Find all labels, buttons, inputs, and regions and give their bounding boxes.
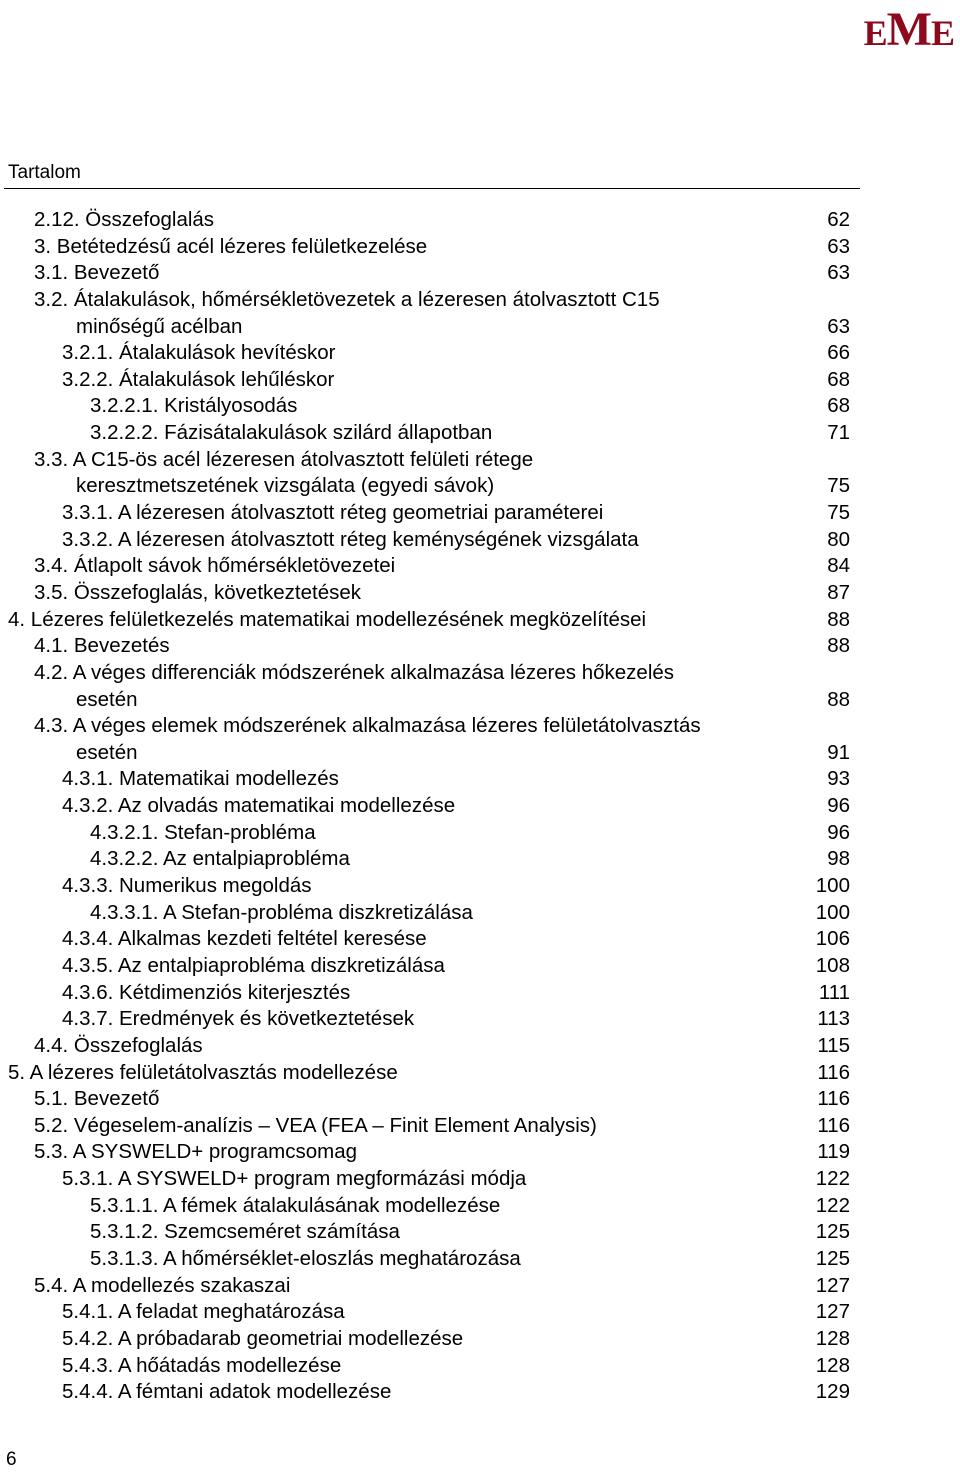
- toc-entry[interactable]: [0, 580, 960, 607]
- toc-entry[interactable]: [0, 527, 960, 554]
- toc-entry-title: 3.2.2.2. Fázisátalakulások szilárd állapotban: [90, 421, 493, 445]
- toc-entry-page: 63: [827, 261, 850, 285]
- toc-entry[interactable]: [0, 1139, 960, 1166]
- toc-entry-title: 4.3.2.2. Az entalpiaprobléma: [90, 847, 350, 871]
- toc-entry[interactable]: [0, 953, 960, 980]
- toc-entry-page: 66: [827, 341, 850, 365]
- toc-entry-title: esetén: [76, 687, 138, 711]
- toc-entry-title: 3.3. A C15-ös acél lézeresen átolvasztott felületi rétege: [34, 447, 534, 471]
- toc-entry[interactable]: [0, 553, 960, 580]
- toc-entry[interactable]: [0, 607, 960, 634]
- toc-entry-title: 5.4.2. A próbadarab geometriai modellezése: [62, 1326, 464, 1350]
- toc-entry[interactable]: [0, 207, 960, 234]
- toc-entry-title: 3.2.2.1. Kristályosodás: [90, 394, 298, 418]
- toc-entry-title: 4.3.3.1. A Stefan-probléma diszkretizálása: [90, 900, 473, 924]
- toc-entry-title: 3.1. Bevezető: [34, 261, 160, 285]
- toc-entry-title: 3.2. Átalakulások, hőmérsékletövezetek a lézeresen átolvasztott C15: [34, 287, 660, 311]
- toc-entry[interactable]: [0, 260, 960, 287]
- toc-entry-page: 62: [827, 208, 850, 231]
- toc-entry-page: 80: [827, 527, 850, 551]
- table-of-contents: [0, 207, 960, 1406]
- toc-entry-page: 75: [827, 474, 850, 498]
- toc-entry[interactable]: [0, 1113, 960, 1140]
- toc-entry[interactable]: [0, 314, 960, 341]
- publisher-logo: [863, 3, 954, 56]
- toc-entry[interactable]: [0, 1193, 960, 1220]
- toc-entry-title: minőségű acélban: [76, 314, 243, 338]
- toc-entry-title: 5.2. Végeselem-analízis – VEA (FEA – Finit Element Analysis): [34, 1113, 597, 1137]
- toc-entry-title: 5.4. A modellezés szakaszai: [34, 1273, 291, 1297]
- toc-entry-title: 5.3.1.1. A fémek átalakulásának modellezése: [90, 1193, 501, 1217]
- toc-entry-title: 4.1. Bevezetés: [34, 634, 170, 658]
- toc-entry-page: 93: [827, 767, 850, 791]
- logo-letter-e1: E: [863, 13, 887, 53]
- toc-entry-title: 4.3.4. Alkalmas kezdeti feltétel keresése: [62, 927, 427, 951]
- toc-entry-title: 4.4. Összefoglalás: [34, 1033, 203, 1057]
- toc-entry[interactable]: [0, 1326, 960, 1353]
- section-title: Tartalom: [8, 162, 81, 183]
- toc-entry-title: 3.2.1. Átalakulások hevítéskor: [62, 341, 336, 365]
- toc-entry-title: 4.3.2. Az olvadás matematikai modellezése: [62, 794, 456, 818]
- toc-entry-page: 68: [827, 367, 850, 391]
- toc-entry-title: 3. Betétedzésű acél lézeres felületkezelése: [34, 234, 428, 258]
- toc-entry-title: 5.4.4. A fémtani adatok modellezése: [62, 1380, 392, 1404]
- toc-entry-page: 84: [827, 554, 850, 578]
- toc-entry-page: 88: [827, 607, 850, 631]
- toc-entry[interactable]: [0, 900, 960, 927]
- toc-entry-title: 4.3.7. Eredmények és következtetések: [62, 1007, 415, 1031]
- toc-entry[interactable]: [0, 473, 960, 500]
- toc-entry[interactable]: [0, 1033, 960, 1060]
- toc-entry-title: 3.4. Átlapolt sávok hőmérsékletövezetei: [34, 554, 396, 578]
- toc-entry-page: 87: [827, 580, 850, 604]
- toc-entry[interactable]: [0, 1299, 960, 1326]
- toc-entry[interactable]: [0, 1273, 960, 1300]
- toc-entry-title: 4.3.5. Az entalpiaprobléma diszkretizálása: [62, 953, 445, 977]
- toc-entry[interactable]: [0, 340, 960, 367]
- toc-entry-title: 3.3.2. A lézeresen átolvasztott réteg keménységének vizsgálata: [62, 527, 639, 551]
- logo-letter-m: M: [886, 3, 931, 56]
- toc-entry-title: keresztmetszetének vizsgálata (egyedi sávok): [76, 474, 495, 498]
- toc-entry-title: 3.5. Összefoglalás, következtetések: [34, 580, 362, 604]
- logo-letter-e2: E: [930, 13, 954, 53]
- toc-entry-page: 108: [815, 953, 850, 977]
- toc-entry-page: 129: [815, 1380, 850, 1404]
- toc-entry[interactable]: [0, 873, 960, 900]
- toc-entry-page: 91: [827, 740, 850, 764]
- toc-entry-page: 128: [815, 1326, 850, 1350]
- toc-entry-title: 5.4.3. A hőátadás modellezése: [62, 1353, 342, 1377]
- toc-entry-title: 4. Lézeres felületkezelés matematikai modellezésének megközelítései: [8, 607, 647, 631]
- toc-entry-page: 111: [818, 980, 850, 1004]
- toc-entry-title: 4.2. A véges differenciák módszerének alkalmazása lézeres hőkezelés: [34, 660, 675, 684]
- toc-entry-page: 116: [817, 1113, 850, 1137]
- toc-entry-title: 5. A lézeres felületátolvasztás modellezése: [8, 1060, 398, 1084]
- toc-entry-page: 119: [817, 1140, 850, 1164]
- toc-entry-page: 106: [815, 927, 850, 951]
- toc-entry[interactable]: [0, 287, 960, 314]
- toc-entry-page: 116: [817, 1060, 850, 1084]
- toc-entry-title: 5.3.1. A SYSWELD+ program megformázási módja: [62, 1167, 527, 1191]
- toc-entry-page: 100: [815, 900, 850, 924]
- toc-entry[interactable]: [0, 1166, 960, 1193]
- toc-entry-page: 125: [815, 1246, 850, 1270]
- toc-entry-page: 116: [817, 1087, 850, 1111]
- toc-entry-page: 96: [827, 794, 850, 818]
- toc-entry-page: 127: [815, 1300, 850, 1324]
- toc-entry[interactable]: [0, 820, 960, 847]
- toc-entry-page: 127: [815, 1273, 850, 1297]
- toc-entry-title: 5.3.1.2. Szemcseméret számítása: [90, 1220, 400, 1244]
- toc-entry-title: 4.3.1. Matematikai modellezés: [62, 767, 339, 791]
- toc-entry[interactable]: [0, 1006, 960, 1033]
- toc-entry[interactable]: [0, 1379, 960, 1406]
- toc-entry-page: 113: [817, 1007, 850, 1031]
- toc-entry[interactable]: [0, 846, 960, 873]
- toc-entry-page: 63: [827, 314, 850, 338]
- toc-entry-title: 4.3.6. Kétdimenziós kiterjesztés: [62, 980, 351, 1004]
- toc-entry-page: 88: [827, 687, 850, 711]
- toc-entry-title: 2.12. Összefoglalás: [34, 208, 215, 231]
- toc-entry-title: 3.2.2. Átalakulások lehűléskor: [62, 367, 335, 391]
- toc-entry[interactable]: [0, 500, 960, 527]
- toc-entry-page: 98: [827, 847, 850, 871]
- toc-entry-page: 96: [827, 820, 850, 844]
- toc-entry-title: 5.4.1. A feladat meghatározása: [62, 1300, 345, 1324]
- toc-entry-title: 4.3.2.1. Stefan-probléma: [90, 820, 316, 844]
- toc-entry[interactable]: [0, 980, 960, 1007]
- toc-entry-title: esetén: [76, 740, 138, 764]
- toc-entry[interactable]: [0, 1353, 960, 1380]
- toc-entry[interactable]: [0, 420, 960, 447]
- toc-entry-page: 125: [815, 1220, 850, 1244]
- toc-entry[interactable]: [0, 1060, 960, 1087]
- toc-entry-page: 122: [815, 1167, 850, 1191]
- toc-entry[interactable]: [0, 740, 960, 767]
- toc-entry-page: 63: [827, 234, 850, 258]
- toc-entry[interactable]: [0, 660, 960, 687]
- toc-entry[interactable]: [0, 1246, 960, 1273]
- toc-entry-title: 5.3. A SYSWELD+ programcsomag: [34, 1140, 358, 1164]
- toc-entry[interactable]: [0, 393, 960, 420]
- toc-entry-title: 5.1. Bevezető: [34, 1087, 160, 1111]
- toc-entry-page: 100: [815, 874, 850, 898]
- toc-entry[interactable]: [0, 367, 960, 394]
- toc-entry[interactable]: [0, 1086, 960, 1113]
- toc-entry-page: 122: [815, 1193, 850, 1217]
- toc-entry-title: 5.3.1.3. A hőmérséklet-eloszlás meghatározása: [90, 1246, 521, 1270]
- toc-entry-page: 115: [817, 1033, 850, 1057]
- toc-entry[interactable]: [0, 926, 960, 953]
- toc-entry[interactable]: [0, 766, 960, 793]
- toc-entry-page: 128: [815, 1353, 850, 1377]
- toc-entry[interactable]: [0, 793, 960, 820]
- toc-entry-page: 71: [827, 421, 850, 445]
- header-divider: [4, 188, 860, 189]
- toc-entry[interactable]: [0, 1219, 960, 1246]
- toc-entry-page: 75: [827, 501, 850, 525]
- toc-entry[interactable]: [0, 713, 960, 740]
- page-number: 6: [6, 1449, 17, 1470]
- toc-entry[interactable]: [0, 234, 960, 261]
- toc-entry[interactable]: [0, 447, 960, 474]
- toc-entry-page: 68: [827, 394, 850, 418]
- toc-entry-title: 4.3. A véges elemek módszerének alkalmazása lézeres felületátolvasztás: [34, 714, 701, 738]
- toc-entry-page: 88: [827, 634, 850, 658]
- toc-entry[interactable]: [0, 633, 960, 660]
- toc-entry-title: 4.3.3. Numerikus megoldás: [62, 874, 312, 898]
- toc-entry-title: 3.3.1. A lézeresen átolvasztott réteg geometriai paraméterei: [62, 501, 604, 525]
- toc-entry[interactable]: [0, 687, 960, 714]
